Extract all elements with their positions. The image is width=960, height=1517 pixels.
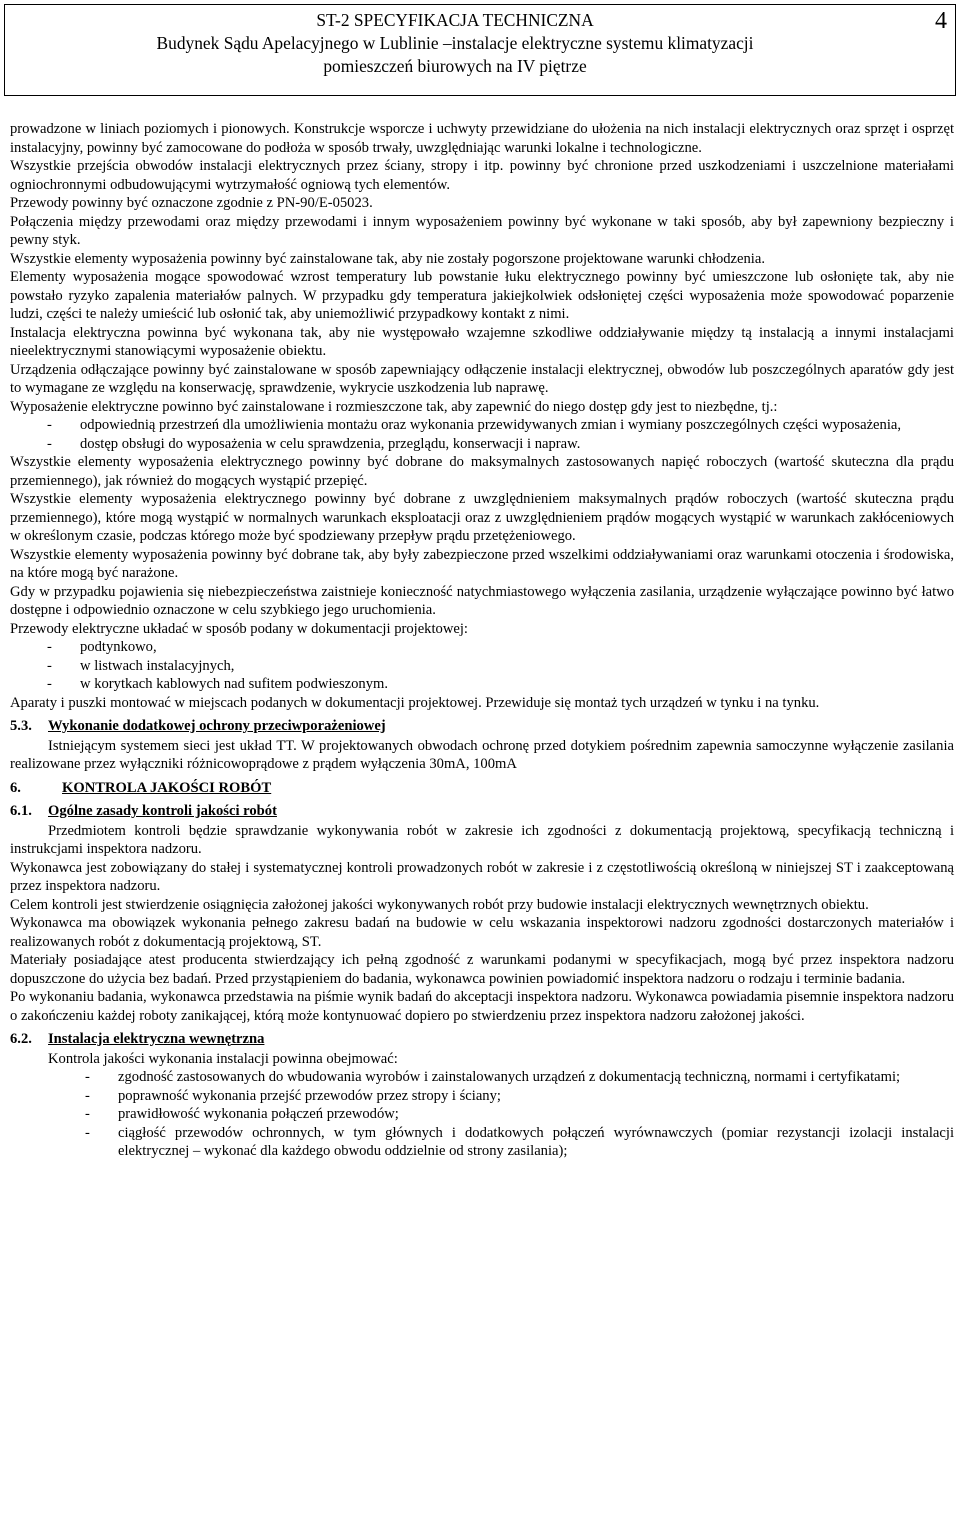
list-item-text: w korytkach kablowych nad sufitem podwieszonym. (80, 676, 389, 692)
page-number: 4 (935, 8, 947, 34)
paragraph: Wykonawca jest zobowiązany do stałej i systematycznej kontroli prowadzonych robót w zakresie i z częstotliwością określoną w niniejszej ST i zaakceptowaną przez inspektora nadzoru. (10, 859, 954, 894)
paragraph: Gdy w przypadku pojawienia się niebezpieczeństwa zaistnieje konieczność natychmiastowego wyłączenia zasilania, urządzenie wyłączające powinno być łatwo dostępne i odpowiednio oznaczone w celu szybkiego jego uruchomienia. (10, 583, 954, 618)
page-header (4, 4, 956, 96)
paragraph: Wszystkie elementy wyposażenia elektrycznego powinny być dobrane do maksymalnych zastosowanych napięć roboczych (wartość skuteczna dla prądu przemiennego), jak również do mogących wystąpić przepięć. (10, 454, 954, 489)
paragraph: Przewody powinny być oznaczone zgodnie z PN-90/E-05023. (10, 195, 373, 211)
list-dash: - (47, 639, 52, 655)
header-line-2: Budynek Sądu Apelacyjnego w Lublinie –instalacje elektryczne systemu klimatyzacji (156, 33, 754, 54)
list-dash: - (85, 1069, 90, 1085)
section-heading-5-3 (10, 717, 954, 736)
paragraph: Istniejącym systemem sieci jest układ TT. W projektowanych obwodach ochronę przed dotykiem pośrednim zapewnia samoczynne wyłączenie zasilania realizowane przez wyłączniki różnicowoprądowe z prądem wyłączenia 30mA, 100mA (10, 737, 954, 772)
section-number: 6.2. (10, 1031, 32, 1047)
paragraph: Przewody elektryczne układać w sposób podany w dokumentacji projektowej: (10, 620, 468, 637)
list-item (10, 1087, 954, 1106)
list-dash: - (47, 676, 52, 692)
paragraph: Materiały posiadające atest producenta stwierdzający ich pełną zgodność z warunkami podanymi w specyfikacjach, mogą być przez inspektora nadzoru dopuszczone do użycia bez badań. Przed przystąpieniem do badania, wykonawca powinien powiadomić inspektora nadzoru o rodzaju i terminie badania. (10, 952, 954, 987)
list-dash: - (85, 1124, 90, 1141)
section-title: Wykonanie dodatkowej ochrony przeciwporażeniowej (48, 718, 386, 734)
list-dash: - (85, 1087, 90, 1104)
section-title: Ogólne zasady kontroli jakości robót (48, 803, 277, 819)
list-item (10, 657, 954, 676)
list-dash: - (47, 417, 52, 433)
header-title-block (5, 9, 905, 79)
section-number: 5.3. (10, 718, 32, 734)
list-item-text: odpowiednią przestrzeń dla umożliwienia montażu oraz wykonania przewidywanych zmian i wymiany poszczególnych części wyposażenia, (80, 417, 901, 433)
paragraph: Wykonawca ma obowiązek wykonania pełnego zakresu badań na budowie w celu wskazania inspektorowi nadzoru zgodności dostarczonych materiałów i realizowanych robót z dokumentacją projektową, ST. (10, 915, 954, 950)
paragraph: Przedmiotem kontroli będzie sprawdzanie wykonywania robót w zakresie ich zgodności z dokumentacją projektową, specyfikacją techniczną i instrukcjami inspektora nadzoru. (10, 822, 954, 857)
paragraph: Wszystkie elementy wyposażenia powinny być zainstalowane tak, aby nie zostały pogorszone projektowane warunki chłodzenia. (10, 250, 765, 267)
list-item (10, 1105, 954, 1124)
paragraph: Wszystkie elementy wyposażenia powinny być dobrane tak, aby były zabezpieczone przed wszelkimi oddziaływaniami oraz warunkami otoczenia i środowiska, na które mogą być narażone. (10, 546, 954, 581)
paragraph: prowadzone w liniach poziomych i pionowych. Konstrukcje wsporcze i uchwyty przewidziane do ułożenia na nich instalacji elektrycznych oraz sprzęt i osprzęt instalacyjny, powinny być zamocowane do podłoża w sposób trwały, uwzględniając warunki lokalne i technologiczne. (10, 121, 954, 156)
list-item-text: w listwach instalacyjnych, (80, 657, 235, 674)
paragraph: Instalacja elektryczna powinna być wykonana tak, aby nie występowało wzajemne szkodliwe oddziaływanie między tą instalacją a innymi instalacjami nieelektrycznymi stanowiącymi wyposażenie obiektu. (10, 324, 954, 359)
list-item-text: poprawność wykonania przejść przewodów przez stropy i ściany; (118, 1087, 501, 1104)
section-number: 6. (10, 779, 21, 796)
list-item (10, 1124, 954, 1161)
paragraph: Celem kontroli jest stwierdzenie osiągnięcia założonej jakości wykonywanych robót przy budowie instalacji elektrycznych wewnętrznych obiektu. (10, 896, 869, 913)
list-item-text: dostęp obsługi do wyposażenia w celu sprawdzenia, przeglądu, konserwacji i napraw. (80, 435, 581, 452)
list-item-text: podtynkowo, (80, 639, 157, 655)
list-item (10, 638, 954, 657)
section-number: 6.1. (10, 803, 32, 819)
paragraph: Po wykonaniu badania, wykonawca przedstawia na piśmie wynik badań do akceptacji inspektora nadzoru. Wykonawca powiadamia pisemnie inspektora nadzoru o zakończeniu każdej roboty zanikającej, którą może kontynuować dopiero po stwierdzeniu przez inspektora nadzoru założonej jakości. (10, 989, 954, 1024)
paragraph: Aparaty i puszki montować w miejscach podanych w dokumentacji projektowej. Przewiduje się montaż tych urządzeń w tynku i na tynku. (10, 694, 820, 711)
header-line-1: ST-2 SPECYFIKACJA TECHNICZNA (316, 10, 594, 30)
header-line-3: pomieszczeń biurowych na IV piętrze (323, 56, 587, 77)
section-heading-6 (10, 779, 954, 798)
section-title: KONTROLA JAKOŚCI ROBÓT (62, 779, 272, 796)
list-item-text: zgodność zastosowanych do wbudowania wyrobów i zainstalowanych urządzeń z dokumentacją techniczną, normami i certyfikatami; (118, 1069, 901, 1085)
list-dash: - (47, 657, 52, 674)
list-dash: - (47, 435, 52, 452)
section-title: Instalacja elektryczna wewnętrzna (48, 1031, 265, 1047)
paragraph: Wyposażenie elektryczne powinno być zainstalowane i rozmieszczone tak, aby zapewnić do niego dostęp gdy jest to niezbędne, tj.: (10, 398, 778, 415)
list-item (10, 435, 954, 454)
list-item-text: prawidłowość wykonania połączeń przewodów; (118, 1106, 399, 1122)
section-heading-6-1 (10, 802, 954, 821)
document-body (10, 120, 954, 1161)
paragraph: Wszystkie elementy wyposażenia elektrycznego powinny być dobrane z uwzględnieniem maksymalnych prądów roboczych (wartość skuteczna prądu przemiennego), które mogą wystąpić w normalnych warunkach eksploatacji oraz z uwzględnieniem prądów mogących wystąpić w warunkach zakłóceniowych w określonym czasie, podczas którego może być spodziewany przepływ prądu przetężeniowego. (10, 491, 954, 544)
list-item (10, 416, 954, 435)
list-dash: - (85, 1106, 90, 1122)
paragraph: Urządzenia odłączające powinny być zainstalowane w sposób zapewniający odłączenie instalacji elektrycznej, obwodów lub poszczególnych aparatów gdy jest to wymagane ze względu na konserwację, sprawdzenie, wykrycie uszkodzenia lub naprawę. (10, 361, 954, 396)
paragraph: Elementy wyposażenia mogące spowodować wzrost temperatury lub powstanie łuku elektrycznego powinny być umieszczone lub osłonięte tak, aby nie powstało ryzyko zapalenia materiałów palnych. W przypadku gdy temperatura jakiejkolwiek odsłoniętej części wyposażenia może spowodować poparzenie ludzi, części te należy umieścić lub osłonić tak, aby uniemożliwić przypadkowy kontakt z nimi. (10, 269, 954, 322)
list-item-text: ciągłość przewodów ochronnych, w tym głównych i dodatkowych połączeń wyrównawczych (pomiar rezystancji izolacji instalacji elektrycznej – wykonać dla każdego obwodu oddzielnie od strony zasilania); (118, 1124, 954, 1159)
paragraph: Wszystkie przejścia obwodów instalacji elektrycznych przez ściany, stropy i itp. powinny być chronione przed uszkodzeniami i uszczelnione materiałami ogniochronnymi odbudowującymi wytrzymałość ogniową tych elementów. (10, 158, 954, 193)
list-item (10, 675, 954, 694)
section-heading-6-2 (10, 1030, 954, 1049)
paragraph: Połączenia między przewodami oraz między przewodami i innym wyposażeniem powinny być wykonane w taki sposób, aby był zapewniony bezpieczny i pewny styk. (10, 213, 954, 248)
paragraph: Kontrola jakości wykonania instalacji powinna obejmować: (48, 1050, 398, 1067)
list-item (10, 1068, 954, 1087)
